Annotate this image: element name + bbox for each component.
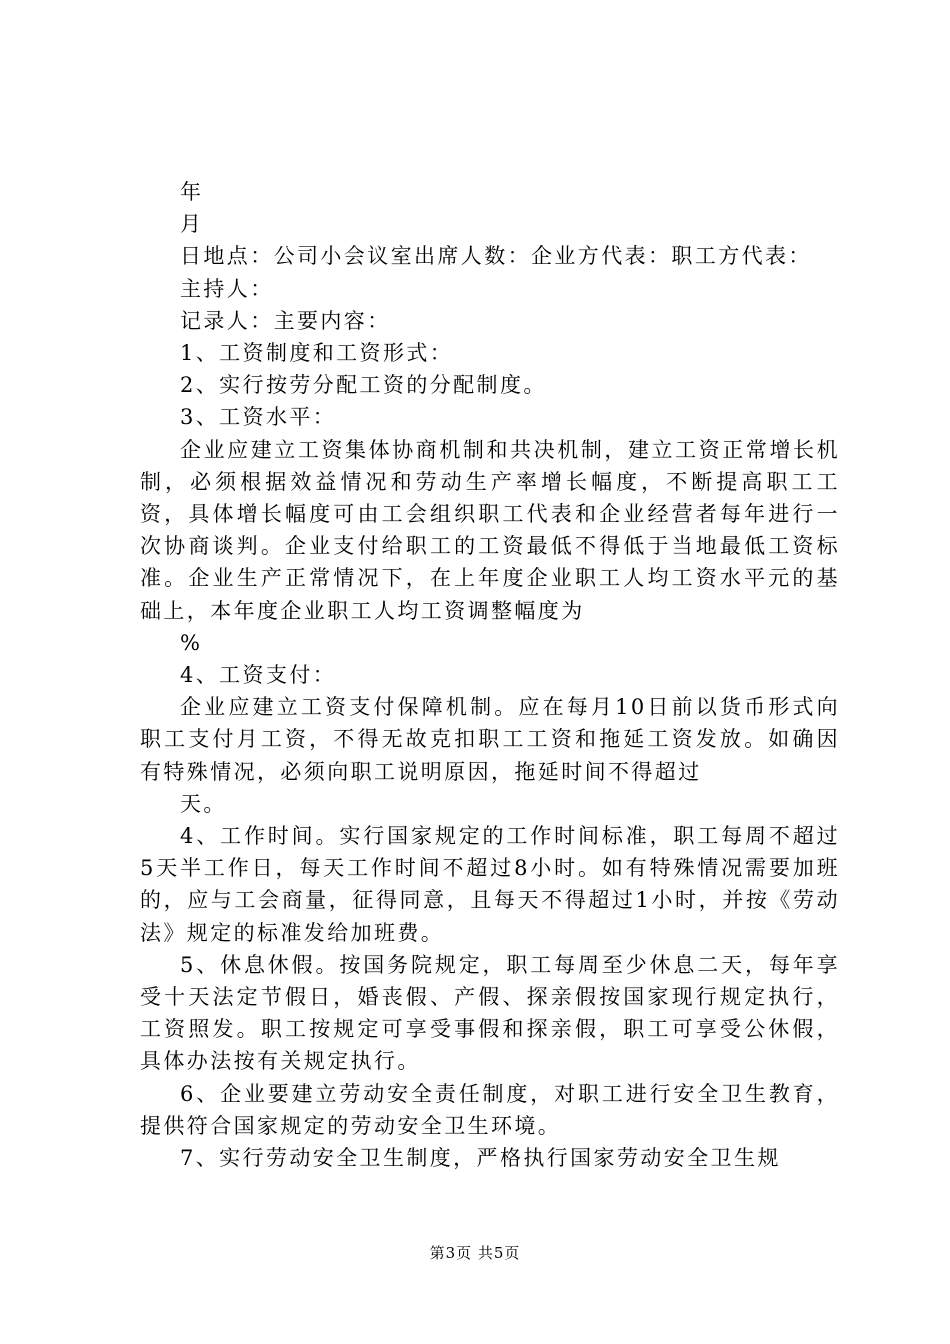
paragraph-host: 主持人：	[180, 276, 274, 301]
paragraph-work-time: 4、工作时间。实行国家规定的工作时间标准，职工每周不超过5天半工作日，每天工作时间不超过8小时。如有特殊情况需要加班的，应与工会商量，征得同意，且每天不得超过1小时，并按《劳动法》规定的标准发给加班费。	[140, 824, 840, 945]
paragraph-item-1: 1、工资制度和工资形式：	[180, 341, 454, 366]
paragraph-item-4-payment: 4、工资支付：	[180, 663, 337, 688]
paragraph-safety-system: 7、实行劳动安全卫生制度，严格执行国家劳动安全卫生规	[180, 1146, 781, 1171]
paragraph-rest-leave: 5、休息休假。按国务院规定，职工每周至少休息二天，每年享受十天法定节假日，婚丧假、产假、探亲假按国家现行规定执行，工资照发。职工按规定可享受事假和探亲假，职工可享受公休假，具体办法按有关规定执行。	[140, 952, 840, 1074]
paragraph-percent: %	[180, 630, 203, 655]
paragraph-recorder: 记录人：主要内容：	[180, 308, 391, 333]
document-body	[140, 176, 840, 1174]
paragraph-wage-payment: 企业应建立工资支付保障机制。应在每月10日前以货币形式向职工支付月工资，不得无故克扣职工工资和拖延工资发放。如确因有特殊情况，必须向职工说明原因，拖延时间不得超过	[140, 695, 840, 784]
page-footer: 第3页 共5页	[429, 1244, 521, 1262]
paragraph-item-2: 2、实行按劳分配工资的分配制度。	[180, 373, 547, 398]
paragraph-safety-responsibility: 6、企业要建立劳动安全责任制度，对职工进行安全卫生教育，提供符合国家规定的劳动安全卫生环境。	[140, 1081, 840, 1138]
paragraph-item-3: 3、工资水平：	[180, 405, 337, 430]
paragraph-wage-level: 企业应建立工资集体协商机制和共决机制，建立工资正常增长机制，必须根据效益情况和劳动生产率增长幅度，不断提高职工工资，具体增长幅度可由工会组织职工代表和企业经营者每年进行一次协商谈判。企业支付给职工的工资最低不得低于当地最低工资标准。企业生产正常情况下，在上年度企业职工人均工资水平元的基础上，本年度企业职工人均工资调整幅度为	[140, 437, 840, 623]
paragraph-year: 年	[180, 180, 204, 204]
paragraph-date-location: 日地点：公司小会议室出席人数：企业方代表：职工方代表：	[180, 244, 812, 269]
paragraph-month: 月	[180, 212, 204, 237]
paragraph-days: 天。	[180, 791, 227, 816]
